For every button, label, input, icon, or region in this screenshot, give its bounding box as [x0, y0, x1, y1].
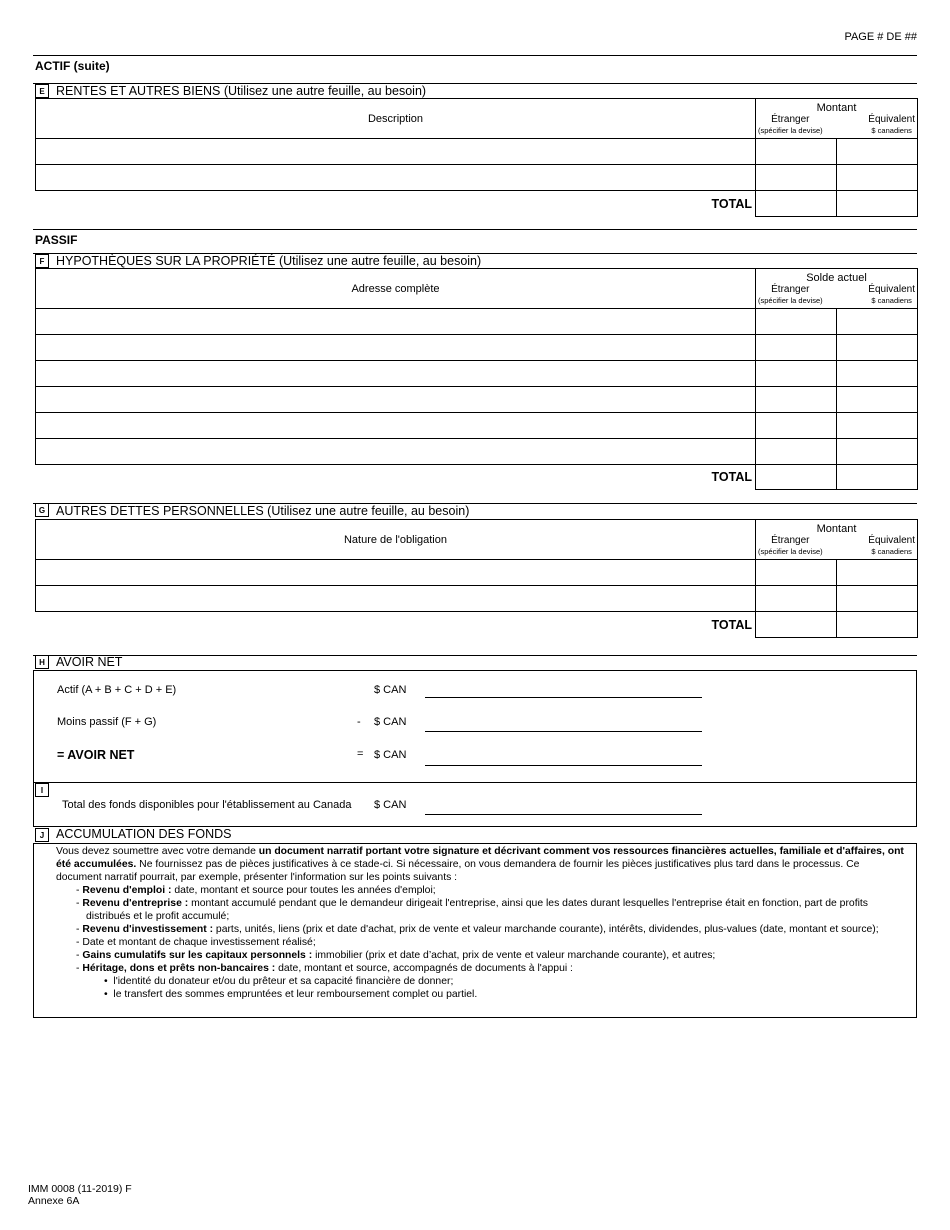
address-field[interactable]: [36, 439, 756, 465]
cad-total-field[interactable]: [837, 465, 918, 490]
section-f-heading: HYPOTHÈQUES SUR LA PROPRIÉTÉ (Utilisez une autre feuille, au besoin): [56, 254, 482, 268]
cad-amount-field[interactable]: [837, 139, 918, 165]
minus-sign: -: [357, 716, 361, 728]
liabilities-field[interactable]: [425, 731, 702, 732]
foreign-amount-field[interactable]: [756, 139, 837, 165]
funds-available-label: Total des fonds disponibles pour l'établissement au Canada: [62, 799, 352, 811]
foreign-amount-field[interactable]: [756, 413, 837, 439]
description-field[interactable]: [36, 139, 756, 165]
funds-available-field[interactable]: [425, 814, 702, 815]
form-number: IMM 0008 (11-2019) F: [28, 1183, 132, 1195]
col-header-balance: [756, 269, 918, 309]
cad-amount-field[interactable]: [837, 560, 918, 586]
address-field[interactable]: [36, 387, 756, 413]
foreign-header: Étranger (spécifier la devise): [758, 283, 823, 305]
cad-total-field[interactable]: [837, 191, 918, 217]
currency-label: $ CAN: [374, 716, 407, 728]
list-item: - Héritage, dons et prêts non-bancaires : date, montant et source, accompagnés de documents à l'appui :: [76, 963, 573, 974]
amount-group-label: Montant: [816, 522, 857, 535]
passif-title: PASSIF: [35, 233, 78, 247]
section-e-heading: RENTES ET AUTRES BIENS (Utilisez une autre feuille, au besoin): [56, 84, 427, 98]
actif-title: ACTIF (suite): [35, 59, 110, 73]
bullet-item: • le transfert des sommes empruntées et leur remboursement complet ou partiel.: [104, 989, 478, 1000]
page-number: PAGE # DE ##: [844, 31, 917, 43]
foreign-total-field[interactable]: [756, 612, 837, 638]
cad-total-field[interactable]: [837, 612, 918, 638]
list-item: - Revenu d'investissement : parts, unités, liens (prix et date d'achat, prix de vente et valeur marchande courante), intérêts, dividendes, plus-values (date, montant et source);: [76, 924, 879, 935]
col-header-amount: [756, 99, 918, 139]
cad-amount-field[interactable]: [837, 309, 918, 335]
description-field[interactable]: [36, 165, 756, 191]
intro-paragraph: Vous devez soumettre avec votre demande un document narratif portant votre signature et décrivant comment vos ressources financières actuelles, familiale et d'affaires, ont été accumulées. Ne fournissez pas de pièces justificatives à ce stade-ci. Si nécessaire, on vous demandera de fournir les pièces justificatives plus tard dans le processus. Ce document narratif pourrait, par exemple, présenter l'information sur les points suivants :: [56, 846, 904, 883]
foreign-amount-field[interactable]: [756, 361, 837, 387]
obligation-field[interactable]: [36, 586, 756, 612]
obligation-field[interactable]: [36, 560, 756, 586]
col-header-obligation: Nature de l'obligation: [36, 520, 756, 560]
accumulation-text: [56, 845, 904, 1001]
balance-group-label: Solde actuel: [806, 271, 867, 284]
foreign-header: Étranger (spécifier la devise): [758, 534, 823, 556]
cad-amount-field[interactable]: [837, 165, 918, 191]
section-g-heading: AUTRES DETTES PERSONNELLES (Utilisez une autre feuille, au besoin): [56, 504, 470, 518]
currency-label: $ CAN: [374, 684, 407, 696]
amount-group-label: Montant: [816, 101, 857, 114]
section-j-heading: ACCUMULATION DES FONDS: [56, 827, 232, 841]
section-g-letter: G: [35, 503, 49, 517]
foreign-total-field[interactable]: [756, 465, 837, 490]
list-item: - Gains cumulatifs sur les capitaux personnels : immobilier (prix et date d’achat, prix de vente et valeur marchande courante), et autres;: [76, 950, 716, 961]
net-worth-label: = AVOIR NET: [57, 748, 135, 762]
total-label: TOTAL: [711, 196, 752, 211]
cad-amount-field[interactable]: [837, 586, 918, 612]
foreign-amount-field[interactable]: [756, 560, 837, 586]
assets-field[interactable]: [425, 697, 702, 698]
foreign-amount-field[interactable]: [756, 387, 837, 413]
cad-amount-field[interactable]: [837, 387, 918, 413]
section-g-table: [35, 519, 918, 638]
equivalent-header: Équivalent $ canadiens: [868, 534, 915, 556]
section-j-letter: J: [35, 828, 49, 842]
bullet-item: • l'identité du donateur et/ou du prêteur et sa capacité financière de donner;: [104, 976, 454, 987]
form-annex: Annexe 6A: [28, 1195, 80, 1207]
assets-label: Actif (A + B + C + D + E): [57, 684, 177, 696]
net-worth-field[interactable]: [425, 765, 702, 766]
foreign-total-field[interactable]: [756, 191, 837, 217]
cad-amount-field[interactable]: [837, 335, 918, 361]
col-header-address: Adresse complète: [36, 269, 756, 309]
divider: [33, 655, 917, 656]
section-f-table: [35, 268, 918, 490]
divider: [33, 229, 917, 230]
divider: [33, 55, 917, 56]
foreign-amount-field[interactable]: [756, 309, 837, 335]
equivalent-header: Équivalent $ canadiens: [868, 283, 915, 305]
section-e-letter: E: [35, 84, 49, 98]
foreign-amount-field[interactable]: [756, 586, 837, 612]
equivalent-header: Équivalent $ canadiens: [868, 113, 915, 135]
section-h-heading: AVOIR NET: [56, 655, 123, 669]
cad-amount-field[interactable]: [837, 361, 918, 387]
section-f-letter: F: [35, 254, 49, 268]
equals-sign: =: [357, 748, 364, 760]
col-header-description: Description: [36, 99, 756, 139]
address-field[interactable]: [36, 335, 756, 361]
section-h-letter: H: [35, 655, 49, 669]
liabilities-label: Moins passif (F + G): [57, 716, 157, 728]
currency-label: $ CAN: [374, 799, 407, 811]
address-field[interactable]: [36, 309, 756, 335]
cad-amount-field[interactable]: [837, 439, 918, 465]
foreign-amount-field[interactable]: [756, 335, 837, 361]
list-item: - Revenu d'emploi : date, montant et source pour toutes les années d'emploi;: [76, 885, 436, 896]
section-e-table: [35, 98, 918, 217]
currency-label: $ CAN: [374, 749, 407, 761]
address-field[interactable]: [36, 413, 756, 439]
section-i-letter: I: [35, 783, 49, 797]
col-header-amount: [756, 520, 918, 560]
form-footer: [28, 1183, 132, 1207]
list-item: - Date et montant de chaque investissement réalisé;: [76, 937, 316, 948]
total-label: TOTAL: [711, 470, 752, 485]
total-label: TOTAL: [711, 617, 752, 632]
list-item: - Revenu d'entreprise : montant accumulé pendant que le demandeur dirigeait l'entreprise, ainsi que les dates durant lesquelles l'entreprise était en fonction, part de profits distribués et le profit accumulé;: [76, 898, 868, 922]
foreign-header: Étranger (spécifier la devise): [758, 113, 823, 135]
foreign-amount-field[interactable]: [756, 439, 837, 465]
address-field[interactable]: [36, 361, 756, 387]
foreign-amount-field[interactable]: [756, 165, 837, 191]
cad-amount-field[interactable]: [837, 413, 918, 439]
